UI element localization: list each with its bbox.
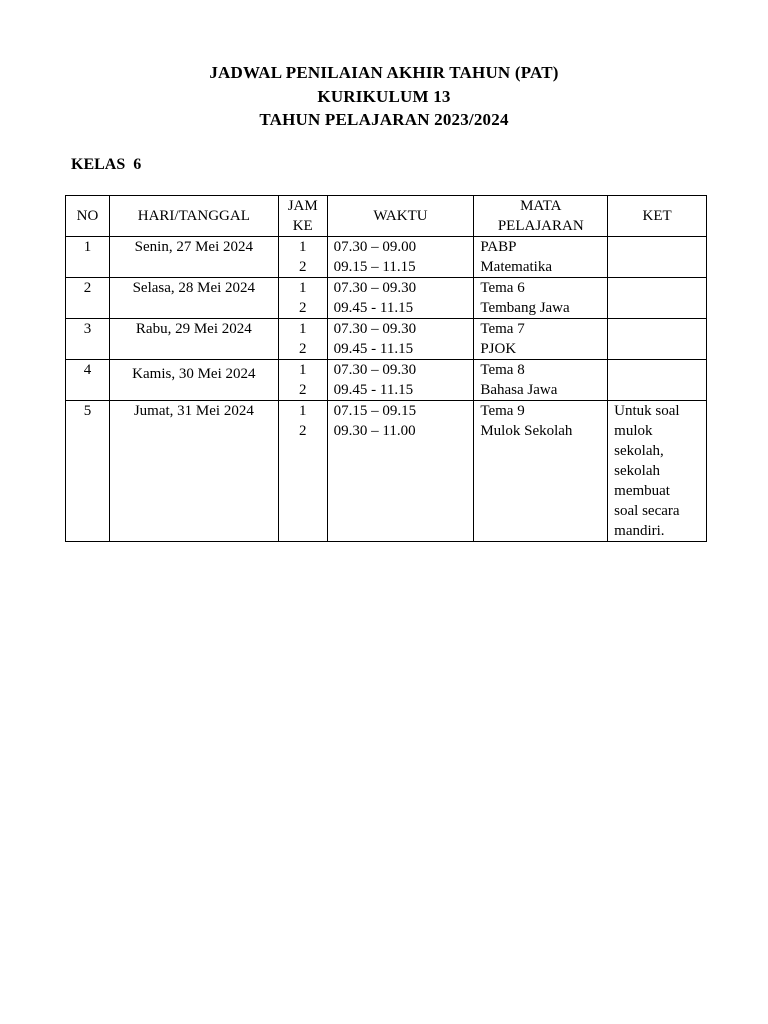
cell-ket [608, 360, 707, 401]
cell-hari-tanggal [109, 360, 278, 401]
waktu-value: 07.30 – 09.00 [333, 239, 417, 255]
cell-no: 2 [66, 278, 110, 319]
ket-line: sekolah, [614, 443, 664, 459]
cell-jam-ke [278, 278, 327, 319]
waktu-value: 09.45 - 11.15 [333, 382, 414, 398]
jam-value: 1 [298, 239, 307, 255]
cell-waktu [327, 237, 474, 278]
mata-value: Tema 7 [480, 321, 525, 337]
waktu-value: 09.45 - 11.15 [333, 341, 414, 357]
cell-jam-ke [278, 237, 327, 278]
ket-line: sekolah [614, 463, 660, 479]
waktu-value: 07.30 – 09.30 [333, 321, 417, 337]
cell-ket [608, 401, 707, 542]
cell-ket [608, 278, 707, 319]
cell-ket [608, 319, 707, 360]
jam-value: 2 [298, 423, 307, 439]
mata-value: Tema 6 [480, 280, 525, 296]
title-line-2: KURIKULUM 13 [317, 87, 451, 106]
cell-hari-tanggal [109, 237, 278, 278]
header-jam-ke [278, 196, 327, 237]
header-jam-line-1: JAM [287, 198, 318, 214]
cell-no: 4 [66, 360, 110, 401]
title-line-3: TAHUN PELAJARAN 2023/2024 [259, 110, 509, 129]
jam-value: 1 [298, 321, 307, 337]
header-no: NO [66, 196, 110, 237]
waktu-value: 09.45 - 11.15 [333, 300, 414, 316]
title-line-1: JADWAL PENILAIAN AKHIR TAHUN (PAT) [209, 63, 559, 82]
cell-jam-ke [278, 401, 327, 542]
cell-waktu [327, 401, 474, 542]
cell-hari-tanggal [109, 278, 278, 319]
hari-text: Rabu, 29 Mei 2024 [135, 321, 252, 337]
cell-ket [608, 237, 707, 278]
cell-mata-pelajaran [474, 237, 608, 278]
mata-value: PJOK [480, 341, 517, 357]
hari-text: Kamis, 30 Mei 2024 [132, 366, 256, 382]
waktu-value: 07.30 – 09.30 [333, 362, 417, 378]
ket-line: Untuk soal [614, 403, 680, 419]
cell-waktu [327, 278, 474, 319]
cell-mata-pelajaran [474, 360, 608, 401]
header-ket: KET [608, 196, 707, 237]
class-label: KELAS 6 [71, 156, 142, 173]
table-row [66, 319, 707, 360]
ket-line: mulok [614, 423, 653, 439]
waktu-value: 07.30 – 09.30 [333, 280, 417, 296]
table-row [66, 278, 707, 319]
table-header-row [66, 196, 707, 237]
cell-mata-pelajaran [474, 278, 608, 319]
mata-value: Matematika [480, 259, 552, 275]
waktu-value: 09.30 – 11.00 [333, 423, 416, 439]
ket-line: mandiri. [614, 523, 665, 539]
jam-value: 1 [298, 403, 307, 419]
waktu-value: 09.15 – 11.15 [333, 259, 416, 275]
table-row [66, 360, 707, 401]
header-hari-tanggal: HARI/TANGGAL [109, 196, 278, 237]
cell-waktu [327, 319, 474, 360]
header-jam-line-2: KE [292, 218, 313, 234]
cell-waktu [327, 360, 474, 401]
jam-value: 2 [298, 382, 307, 398]
jam-value: 1 [298, 362, 307, 378]
table-row [66, 237, 707, 278]
jam-value: 2 [298, 300, 307, 316]
mata-value: Tema 8 [480, 362, 525, 378]
hari-text: Jumat, 31 Mei 2024 [133, 403, 254, 419]
jam-value: 1 [298, 280, 307, 296]
cell-no: 3 [66, 319, 110, 360]
cell-no: 5 [66, 401, 110, 542]
waktu-value: 07.15 – 09.15 [333, 403, 417, 419]
schedule-table [65, 195, 707, 542]
ket-line: membuat [614, 483, 670, 499]
header-mata-line-1: MATA [520, 198, 562, 214]
cell-no: 1 [66, 237, 110, 278]
header-waktu: WAKTU [327, 196, 474, 237]
hari-text: Selasa, 28 Mei 2024 [132, 280, 256, 296]
mata-value: Tema 9 [480, 403, 525, 419]
cell-mata-pelajaran [474, 401, 608, 542]
cell-jam-ke [278, 360, 327, 401]
mata-value: Mulok Sekolah [480, 423, 573, 439]
cell-hari-tanggal [109, 401, 278, 542]
table-row [66, 401, 707, 542]
mata-value: Tembang Jawa [480, 300, 570, 316]
jam-value: 2 [298, 259, 307, 275]
jam-value: 2 [298, 341, 307, 357]
cell-mata-pelajaran [474, 319, 608, 360]
cell-hari-tanggal [109, 319, 278, 360]
header-mata-line-2: PELAJARAN [497, 218, 584, 234]
ket-line: soal secara [614, 503, 680, 519]
header-mata-pelajaran [474, 196, 608, 237]
mata-value: Bahasa Jawa [480, 382, 558, 398]
cell-jam-ke [278, 319, 327, 360]
hari-text: Senin, 27 Mei 2024 [134, 239, 253, 255]
mata-value: PABP [480, 239, 517, 255]
